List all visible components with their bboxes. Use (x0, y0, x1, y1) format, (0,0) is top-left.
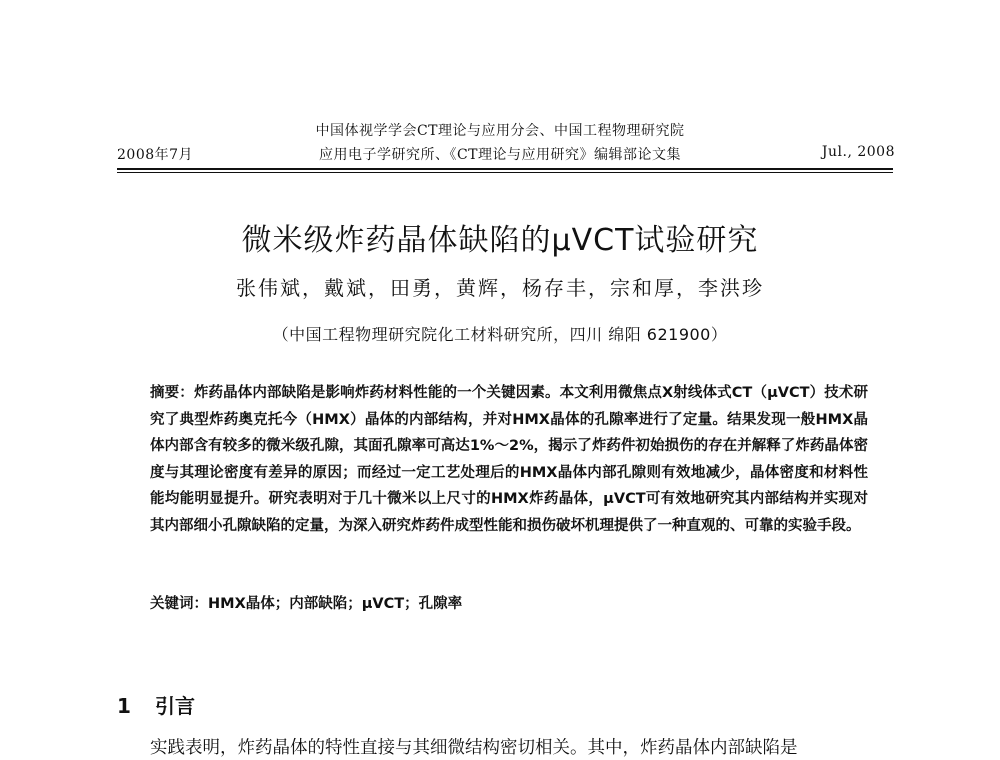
header-rule-thick (117, 168, 893, 170)
keywords-text: HMX晶体；内部缺陷；μVCT；孔隙率 (208, 596, 463, 612)
section-heading (117, 690, 195, 719)
header-rule-thin (117, 172, 893, 173)
abstract (150, 380, 868, 539)
abstract-text: 炸药晶体内部缺陷是影响炸药材料性能的一个关键因素。本文利用微焦点X射线体式CT（μVCT）技术研究了典型炸药奥克托今（HMX）晶体的内部结构，并对HMX晶体的孔隙率进行了定量。结果发现一般HMX晶体内部含有较多的微米级孔隙，其面孔隙率可高达1%～2%，揭示了炸药件初始损伤的存在并解释了炸药晶体密度与其理论密度有差异的原因；而经过一定工艺处理后的HMX晶体内部孔隙则有效地减少，晶体密度和材料性能均能明显提升。研究表明对于几十微米以上尺寸的HMX炸药晶体，μVCT可有效地研究其内部结构并实现对其内部细小孔隙缺陷的定量，为深入研究炸药件成型性能和损伤破坏机理提供了一种直观的、可靠的实验手段。 (150, 385, 868, 534)
section-number: 1 (117, 694, 131, 718)
paper-authors: 张伟斌，戴斌，田勇，黄辉，杨存丰，宗和厚，李洪珍 (236, 276, 764, 300)
header-org-line-2: 应用电子学研究所、《CT理论与应用研究》编辑部论文集 (318, 147, 682, 163)
body-paragraph-line: 实践表明，炸药晶体的特性直接与其细微结构密切相关。其中，炸药晶体内部缺陷是 (150, 738, 798, 758)
keywords (150, 592, 868, 613)
paper-title: 微米级炸药晶体缺陷的μVCT试验研究 (241, 223, 759, 258)
header-date-left: 2008年7月 (117, 147, 194, 163)
section-title: 引言 (155, 694, 195, 718)
header-date-right: Jul., 2008 (821, 144, 895, 160)
paper-affiliation: （中国工程物理研究院化工材料研究所，四川 绵阳 621900） (272, 325, 728, 344)
keywords-label: 关键词： (150, 596, 208, 612)
header-org-line-1: 中国体视学学会CT理论与应用分会、中国工程物理研究院 (315, 123, 685, 139)
abstract-label: 摘要： (150, 385, 194, 401)
